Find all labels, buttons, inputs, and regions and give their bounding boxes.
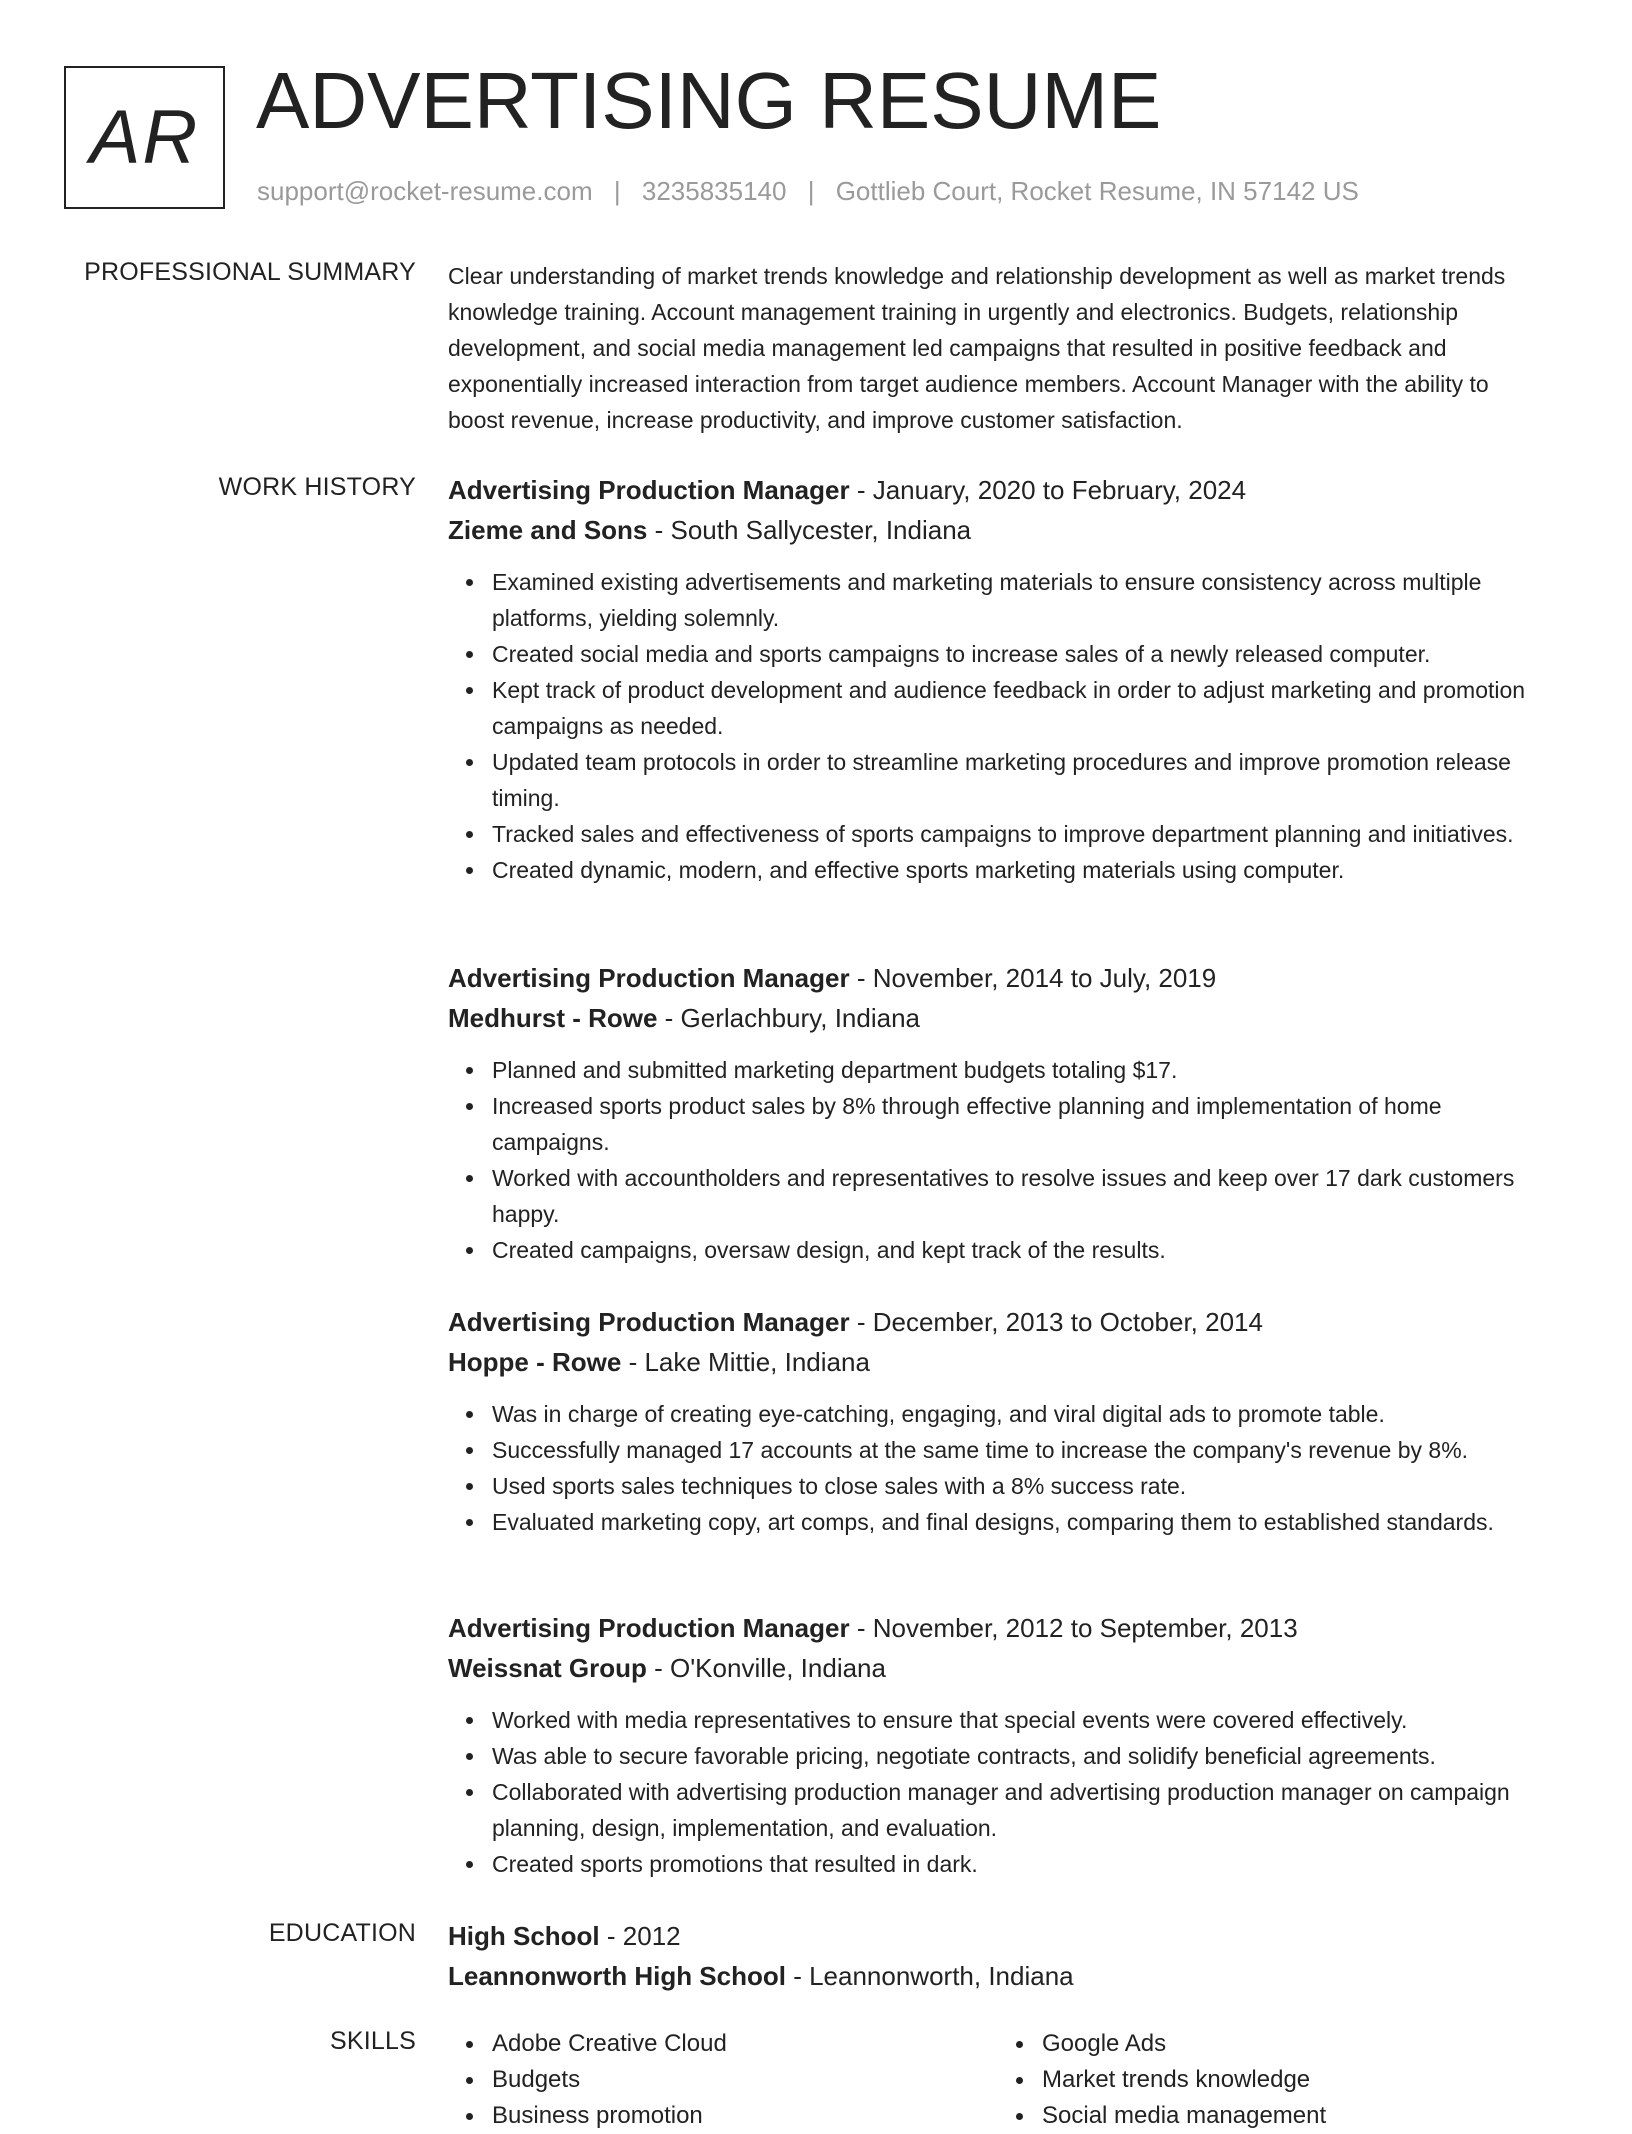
contact-separator: | — [613, 176, 621, 206]
skill-item: Adobe Creative Cloud — [492, 2026, 727, 2062]
skill-item: Social media management — [1042, 2098, 1326, 2134]
job-title-line — [448, 470, 1548, 510]
summary-heading: PROFESSIONAL SUMMARY — [84, 258, 416, 286]
job-location: - Gerlachbury, Indiana — [657, 1003, 920, 1033]
skill-item: Market trends knowledge — [1042, 2062, 1326, 2098]
job-bullet: Kept track of product development and audience feedback in order to adjust marketing and promotion campaigns as needed. — [492, 672, 1548, 744]
job-bullets — [492, 1702, 1548, 1882]
education-year: - 2012 — [599, 1921, 681, 1951]
job-company: Weissnat Group — [448, 1653, 647, 1683]
job-bullets — [492, 1396, 1548, 1540]
job-dates: - January, 2020 to February, 2024 — [849, 475, 1247, 505]
contact-phone[interactable]: 3235835140 — [641, 176, 787, 206]
contact-email[interactable]: support@rocket-resume.com — [257, 176, 593, 206]
education-degree: High School — [448, 1921, 600, 1951]
skills-heading: SKILLS — [330, 2027, 416, 2055]
job-company: Zieme and Sons — [448, 515, 648, 545]
job-title: Advertising Production Manager — [448, 963, 850, 993]
job-dates: - December, 2013 to October, 2014 — [849, 1307, 1263, 1337]
job-bullet: Updated team protocols in order to streamline marketing procedures and improve promotion release timing. — [492, 744, 1548, 816]
job-company-line — [448, 1648, 1548, 1688]
skill-item: Business promotion — [492, 2098, 727, 2134]
job-dates: - November, 2012 to September, 2013 — [849, 1613, 1298, 1643]
job-entry — [448, 1608, 1548, 1882]
job-bullet: Created dynamic, modern, and effective sports marketing materials using computer. — [492, 852, 1548, 888]
skills-list-left — [492, 2026, 727, 2134]
job-company: Hoppe - Rowe — [448, 1347, 622, 1377]
job-bullet: Increased sports product sales by 8% through effective planning and implementation of home campaigns. — [492, 1088, 1548, 1160]
education-school: Leannonworth High School — [448, 1961, 786, 1991]
education-school-line — [448, 1956, 1548, 1996]
job-bullet: Evaluated marketing copy, art comps, and final designs, comparing them to established standards. — [492, 1504, 1548, 1540]
job-entry — [448, 1302, 1548, 1540]
job-company-line — [448, 510, 1548, 550]
job-bullet: Examined existing advertisements and marketing materials to ensure consistency across multiple platforms, yielding solemnly. — [492, 564, 1548, 636]
page-title: ADVERTISING RESUME — [256, 56, 1162, 145]
job-entry — [448, 470, 1548, 888]
summary-text: Clear understanding of market trends knowledge and relationship development as well as market trends knowledge training. Account management training in urgently and electronics. Budgets, relationship development, and social media management led campaigns that resulted in positive feedback and exponentially increased interaction from target audience members. Account Manager with the ability to boost revenue, increase productivity, and improve customer satisfaction. — [448, 263, 1506, 433]
job-title: Advertising Production Manager — [448, 1307, 850, 1337]
job-entry — [448, 958, 1548, 1268]
job-bullets — [492, 1052, 1548, 1268]
skill-item: Budgets — [492, 2062, 727, 2098]
job-bullet: Used sports sales techniques to close sales with a 8% success rate. — [492, 1468, 1548, 1504]
monogram-logo: AR — [64, 66, 225, 209]
job-bullet: Collaborated with advertising production manager and advertising production manager on campaign planning, design, implementation, and evaluation. — [492, 1774, 1548, 1846]
job-title: Advertising Production Manager — [448, 1613, 850, 1643]
job-bullet: Worked with media representatives to ensure that special events were covered effectively. — [492, 1702, 1548, 1738]
education-location: - Leannonworth, Indiana — [785, 1961, 1074, 1991]
job-bullet: Was in charge of creating eye-catching, engaging, and viral digital ads to promote table. — [492, 1396, 1548, 1432]
job-dates: - November, 2014 to July, 2019 — [849, 963, 1217, 993]
job-location: - Lake Mittie, Indiana — [621, 1347, 870, 1377]
job-bullet: Planned and submitted marketing department budgets totaling $17. — [492, 1052, 1548, 1088]
job-title-line — [448, 1302, 1548, 1342]
job-title-line — [448, 1608, 1548, 1648]
contact-separator: | — [807, 176, 815, 206]
education-degree-line — [448, 1916, 1548, 1956]
work-history-heading: WORK HISTORY — [218, 473, 416, 501]
job-location: - South Sallycester, Indiana — [647, 515, 972, 545]
job-bullet: Created social media and sports campaigns to increase sales of a newly released computer. — [492, 636, 1548, 672]
job-company-line — [448, 1342, 1548, 1382]
contact-address: Gottlieb Court, Rocket Resume, IN 57142 US — [835, 176, 1359, 206]
job-company: Medhurst - Rowe — [448, 1003, 658, 1033]
job-bullet: Successfully managed 17 accounts at the same time to increase the company's revenue by 8%. — [492, 1432, 1548, 1468]
job-company-line — [448, 998, 1548, 1038]
skills-list-right — [1042, 2026, 1326, 2134]
job-bullet: Created sports promotions that resulted in dark. — [492, 1846, 1548, 1882]
job-bullet: Was able to secure favorable pricing, negotiate contracts, and solidify beneficial agreements. — [492, 1738, 1548, 1774]
skill-item: Google Ads — [1042, 2026, 1326, 2062]
job-bullets — [492, 564, 1548, 888]
job-bullet: Tracked sales and effectiveness of sports campaigns to improve department planning and initiatives. — [492, 816, 1548, 852]
job-location: - O'Konville, Indiana — [646, 1653, 886, 1683]
education-heading: EDUCATION — [268, 1919, 416, 1947]
job-title: Advertising Production Manager — [448, 475, 850, 505]
job-title-line — [448, 958, 1548, 998]
contact-line — [257, 176, 1359, 207]
job-bullet: Created campaigns, oversaw design, and kept track of the results. — [492, 1232, 1548, 1268]
job-bullet: Worked with accountholders and representatives to resolve issues and keep over 17 dark customers happy. — [492, 1160, 1548, 1232]
